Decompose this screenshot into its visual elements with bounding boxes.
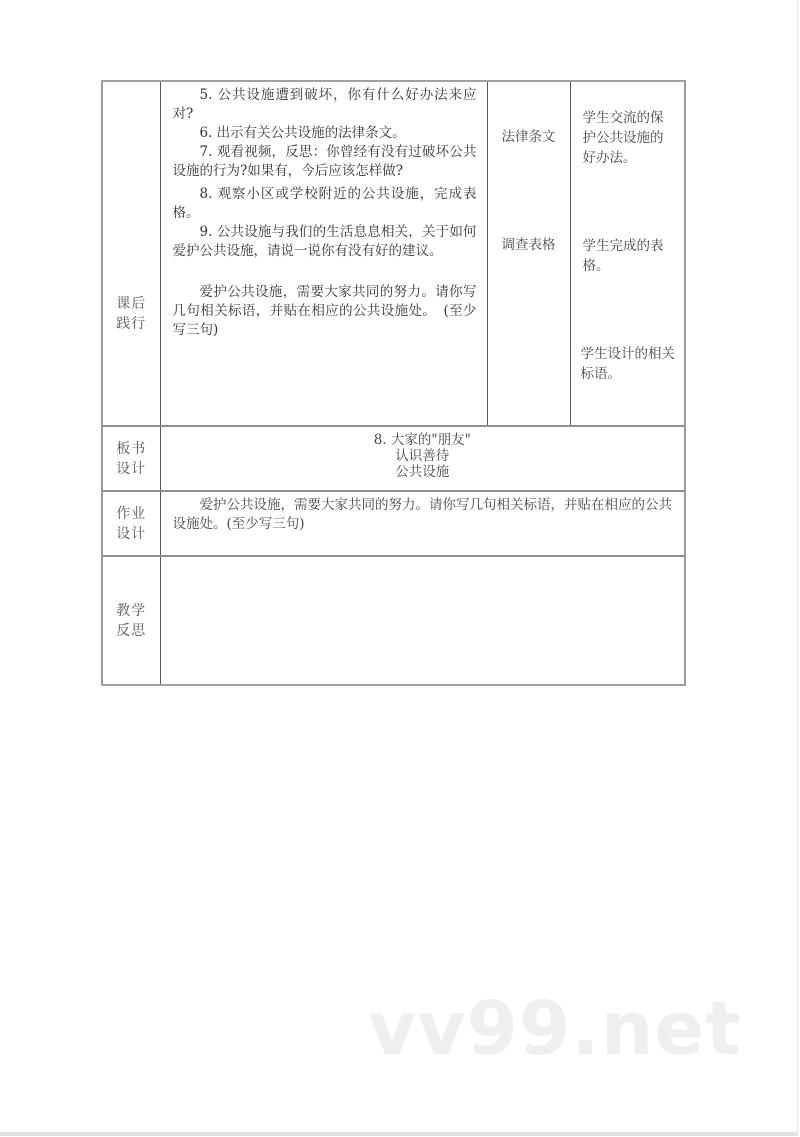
- label-line-1: 板书: [116, 440, 147, 457]
- lesson-plan-table: [101, 80, 686, 686]
- resource-law-text: 法律条文: [501, 129, 556, 145]
- label-line-1: 作业: [116, 505, 147, 522]
- label-line-1: 教学: [116, 602, 147, 619]
- outcome-completed-form: 学生完成的表格。: [582, 238, 664, 274]
- process-step-5: 5. 公共设施遭到破坏，你有什么好办法来应对?: [172, 87, 477, 122]
- outcome-slogans: 学生设计的相关标语。: [580, 346, 675, 382]
- row-teaching-reflection: [102, 556, 685, 685]
- board-design-content: [160, 426, 685, 491]
- row-label-homework-design: [102, 491, 160, 556]
- label-line-2: 践行: [116, 315, 147, 332]
- board-line-3: 公共设施: [395, 464, 450, 480]
- label-line-2: 设计: [116, 460, 147, 477]
- row-label-teaching-reflection: [102, 556, 160, 685]
- outcome-good-methods: 学生交流的保护公共设施的好办法。: [582, 110, 664, 166]
- process-step-7: 7. 观看视频，反思：你曾经有没有过破坏公共设施的行为?如果有，今后应该怎样做?: [172, 144, 477, 179]
- teaching-process-cell: [160, 81, 487, 426]
- process-step-9: 9. 公共设施与我们的生活息息相关，关于如何爱护公共设施，请说一说你有没有好的建议。: [172, 224, 477, 259]
- board-line-2: 认识善待: [395, 448, 450, 464]
- resources-cell: [487, 81, 570, 426]
- label-line-2: 反思: [116, 622, 147, 639]
- watermark: vv99.net: [368, 986, 742, 1072]
- homework-text: 爱护公共设施，需要大家共同的努力。请你写几句相关标语，并贴在相应的公共设施处。(至少写三句): [172, 497, 672, 532]
- label-line-2: 设计: [116, 525, 147, 542]
- process-step-6: 6. 出示有关公共设施的法律条文。: [199, 125, 406, 141]
- homework-content: [160, 491, 685, 556]
- label-line-1: 课后: [116, 295, 147, 312]
- process-slogan-task: 爱护公共设施，需要大家共同的努力。请你写几句相关标语，并贴在相应的公共设施处。 (至少写三句): [172, 284, 477, 338]
- process-step-8: 8. 观察小区或学校附近的公共设施，完成表格。: [172, 186, 477, 221]
- row-board-design: [102, 426, 685, 491]
- reflection-content: [160, 556, 685, 685]
- board-title: 8. 大家的"朋友": [373, 432, 471, 448]
- row-after-class-practice: [102, 81, 685, 426]
- row-label-board-design: [102, 426, 160, 491]
- row-homework-design: [102, 491, 685, 556]
- row-label-after-class-practice: [102, 81, 160, 426]
- resource-survey-form: 调查表格: [501, 237, 556, 253]
- outcomes-cell: [570, 81, 685, 426]
